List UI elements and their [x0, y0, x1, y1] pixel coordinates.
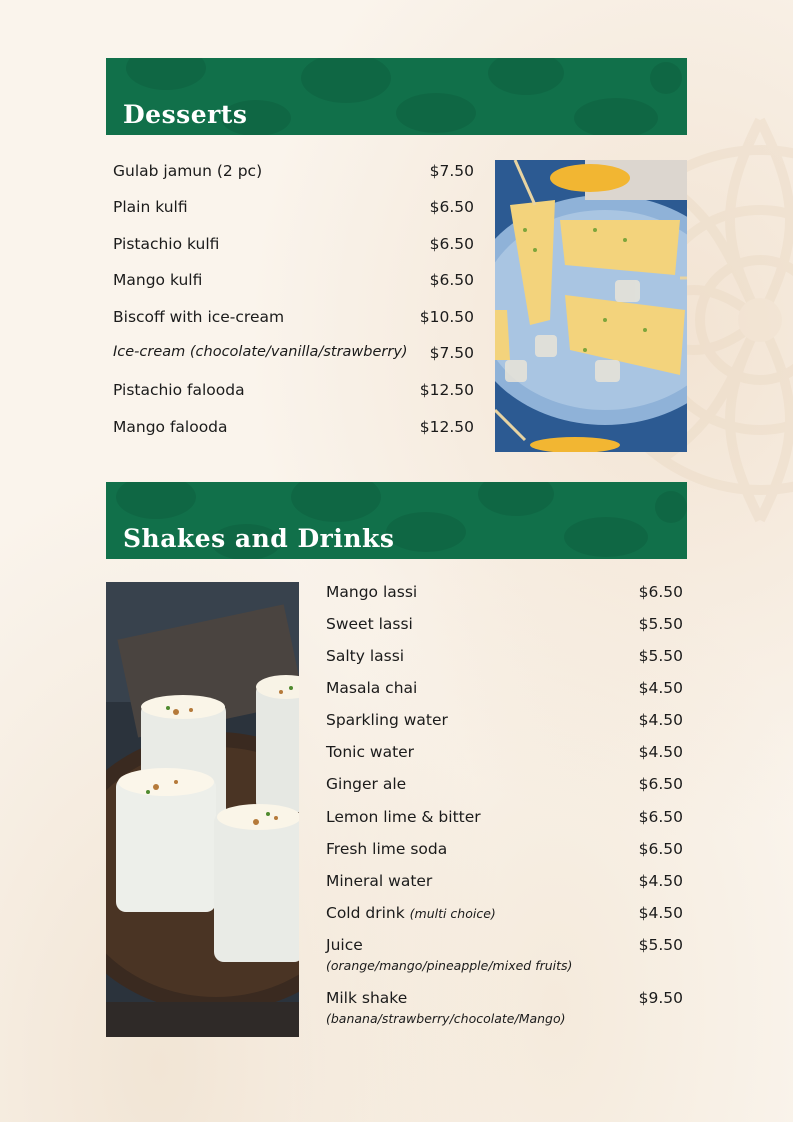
- item-note: (banana/strawberry/chocolate/Mango): [326, 1011, 566, 1026]
- item-name: Mango lassi: [326, 583, 418, 601]
- item-price: $12.50: [419, 381, 474, 399]
- menu-item: [326, 989, 683, 1035]
- menu-item: [326, 583, 683, 613]
- menu-item: [326, 615, 683, 645]
- desserts-banner: [106, 58, 687, 135]
- item-price: $7.50: [429, 344, 474, 362]
- item-price: $5.50: [638, 936, 683, 954]
- item-name: Cold drink: [326, 904, 405, 922]
- menu-item: [113, 235, 474, 265]
- drinks-banner: [106, 482, 687, 559]
- item-price: $6.50: [638, 840, 683, 858]
- item-price: $4.50: [638, 679, 683, 697]
- item-price: $10.50: [419, 308, 474, 326]
- item-name: Salty lassi: [326, 647, 405, 665]
- menu-item: [326, 840, 683, 870]
- item-name: Pistachio falooda: [113, 381, 245, 399]
- item-price: $6.50: [429, 235, 474, 253]
- menu-item: [326, 808, 683, 838]
- item-name: Sweet lassi: [326, 615, 413, 633]
- item-price: $4.50: [638, 904, 683, 922]
- item-price: $4.50: [638, 711, 683, 729]
- drinks-title: Shakes and Drinks: [123, 524, 395, 553]
- item-name: Pistachio kulfi: [113, 235, 220, 253]
- item-name: Fresh lime soda: [326, 840, 448, 858]
- item-note: (orange/mango/pineapple/mixed fruits): [326, 958, 573, 973]
- menu-item: [113, 271, 474, 301]
- menu-item: [113, 198, 474, 228]
- item-name: Gulab jamun (2 pc): [113, 162, 263, 180]
- item-name: Lemon lime & bitter: [326, 808, 481, 826]
- desserts-title: Desserts: [123, 100, 248, 129]
- menu-item: [326, 775, 683, 805]
- item-price: $6.50: [638, 775, 683, 793]
- item-name: Juice: [326, 936, 363, 954]
- item-price: $5.50: [638, 647, 683, 665]
- item-price: $6.50: [638, 808, 683, 826]
- item-name: Tonic water: [326, 743, 415, 761]
- item-price: $6.50: [429, 271, 474, 289]
- menu-item: [113, 418, 474, 448]
- menu-item: [113, 162, 474, 192]
- menu-item: [326, 872, 683, 902]
- item-price: $7.50: [429, 162, 474, 180]
- menu-item: [326, 711, 683, 741]
- item-name: Milk shake: [326, 989, 408, 1007]
- item-price: $12.50: [419, 418, 474, 436]
- menu-item: [326, 647, 683, 677]
- item-note: (multi choice): [409, 906, 496, 921]
- menu-item: [326, 936, 683, 982]
- item-name-with-note: [326, 904, 496, 922]
- item-price: $4.50: [638, 743, 683, 761]
- item-name: Sparkling water: [326, 711, 448, 729]
- item-price: $5.50: [638, 615, 683, 633]
- menu-item: [326, 904, 683, 934]
- menu-item: [113, 344, 474, 374]
- menu-item: [113, 308, 474, 338]
- menu-item: [113, 381, 474, 411]
- item-name: Mineral water: [326, 872, 433, 890]
- item-name: Ginger ale: [326, 775, 407, 793]
- menu-item: [326, 679, 683, 709]
- item-price: $6.50: [638, 583, 683, 601]
- item-name: Mango kulfi: [113, 271, 203, 289]
- item-name: Masala chai: [326, 679, 418, 697]
- item-name: Plain kulfi: [113, 198, 188, 216]
- item-name: Biscoff with ice-cream: [113, 308, 285, 326]
- menu-item: [326, 743, 683, 773]
- item-price: $9.50: [638, 989, 683, 1007]
- item-price: $6.50: [429, 198, 474, 216]
- kulfi-photo: [495, 160, 687, 452]
- item-name: Ice-cream (chocolate/vanilla/strawberry): [113, 344, 408, 360]
- item-name: Mango falooda: [113, 418, 228, 436]
- item-price: $4.50: [638, 872, 683, 890]
- lassi-photo: [106, 582, 299, 1037]
